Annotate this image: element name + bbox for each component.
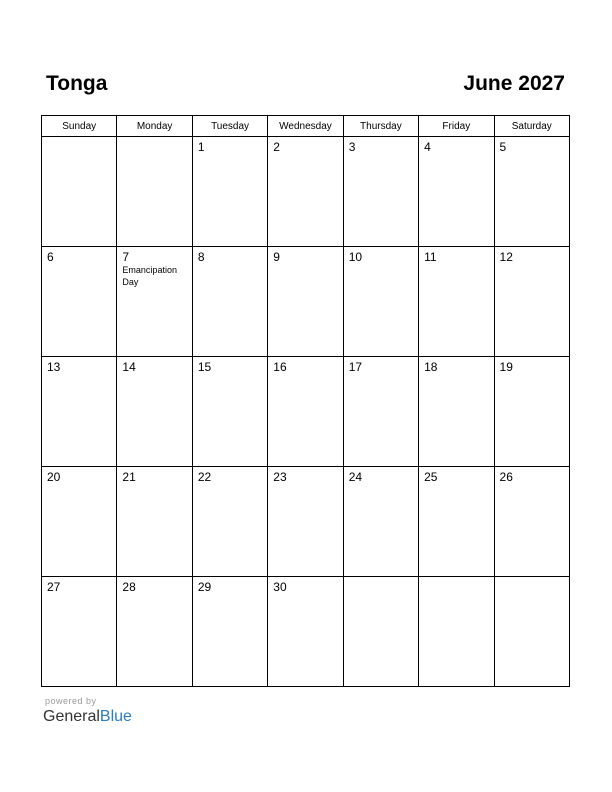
day-cell [343, 577, 418, 687]
day-number: 18 [424, 360, 438, 374]
week-row [42, 357, 570, 467]
day-cell [494, 357, 569, 467]
brand-blue-text: Blue [99, 708, 132, 725]
day-cell [268, 357, 343, 467]
day-number: 16 [273, 360, 287, 374]
day-number: 13 [47, 360, 61, 374]
day-cell [42, 577, 117, 687]
day-cell [192, 467, 267, 577]
weekday-sunday: Sunday [42, 116, 117, 137]
day-number: 24 [348, 470, 363, 484]
country-title: Tonga [46, 72, 108, 95]
weekday-tuesday: Tuesday [192, 116, 267, 137]
day-cell [419, 357, 494, 467]
weekday-saturday: Saturday [494, 116, 569, 137]
day-number: 15 [197, 360, 212, 374]
day-cell [42, 467, 117, 577]
day-cell [117, 467, 192, 577]
day-number: 11 [424, 250, 437, 264]
day-number: 9 [273, 250, 280, 264]
day-number [495, 577, 569, 580]
day-cell [192, 137, 267, 247]
week-row [42, 137, 570, 247]
day-cell [419, 467, 494, 577]
weekday-header-row [42, 116, 570, 137]
day-number: 20 [47, 470, 61, 484]
day-number: 6 [47, 250, 54, 264]
weekday-wednesday: Wednesday [268, 116, 343, 137]
day-cell [192, 577, 267, 687]
day-number: 28 [122, 580, 136, 594]
day-cell [419, 577, 494, 687]
day-number: 22 [197, 470, 212, 484]
day-cell [343, 247, 418, 357]
day-cell [494, 467, 569, 577]
day-number: 30 [273, 580, 287, 594]
day-number: 10 [348, 250, 363, 264]
day-cell [117, 577, 192, 687]
day-number [344, 577, 418, 580]
day-cell [343, 467, 418, 577]
day-cell [268, 577, 343, 687]
day-number: 3 [348, 140, 356, 154]
brand-general-text: General [43, 708, 100, 725]
day-cell [343, 357, 418, 467]
calendar-grid [41, 115, 570, 687]
day-cell [268, 467, 343, 577]
day-cell [117, 357, 192, 467]
day-cell [42, 247, 117, 357]
footer-branding [43, 696, 132, 727]
day-cell [494, 137, 569, 247]
day-cell [268, 247, 343, 357]
month-year-title: June 2027 [463, 72, 565, 95]
day-cell [494, 577, 569, 687]
day-number: 4 [424, 140, 431, 154]
day-cell [117, 247, 192, 357]
day-cell [268, 137, 343, 247]
week-row [42, 467, 570, 577]
weekday-monday: Monday [117, 116, 192, 137]
holiday-label: Emancipation Day [122, 265, 177, 287]
day-number: 29 [197, 580, 212, 594]
day-number: 26 [499, 470, 513, 484]
day-number: 7 [122, 250, 130, 264]
day-number [419, 577, 493, 580]
day-number [42, 137, 116, 140]
day-cell [419, 137, 494, 247]
powered-by-label: powered by [45, 696, 97, 706]
day-cell [192, 357, 267, 467]
day-number [117, 137, 191, 140]
day-cell [494, 247, 569, 357]
day-cell [42, 137, 117, 247]
day-number: 21 [122, 470, 136, 484]
day-number: 8 [197, 250, 205, 264]
week-row [42, 577, 570, 687]
day-cell [343, 137, 418, 247]
day-number: 5 [499, 140, 507, 154]
day-cell [117, 137, 192, 247]
day-number: 12 [499, 250, 513, 264]
weekday-thursday: Thursday [343, 116, 418, 137]
day-number: 27 [47, 580, 61, 594]
day-number: 17 [348, 360, 363, 374]
day-number: 19 [499, 360, 513, 374]
day-number: 14 [122, 360, 136, 374]
generalblue-logo[interactable] [43, 707, 132, 727]
day-number: 25 [424, 470, 438, 484]
day-cell [42, 357, 117, 467]
day-number: 23 [273, 470, 287, 484]
day-cell [419, 247, 494, 357]
week-row [42, 247, 570, 357]
weekday-friday: Friday [419, 116, 494, 137]
day-number: 2 [273, 140, 280, 154]
day-number: 1 [197, 140, 205, 154]
day-cell [192, 247, 267, 357]
